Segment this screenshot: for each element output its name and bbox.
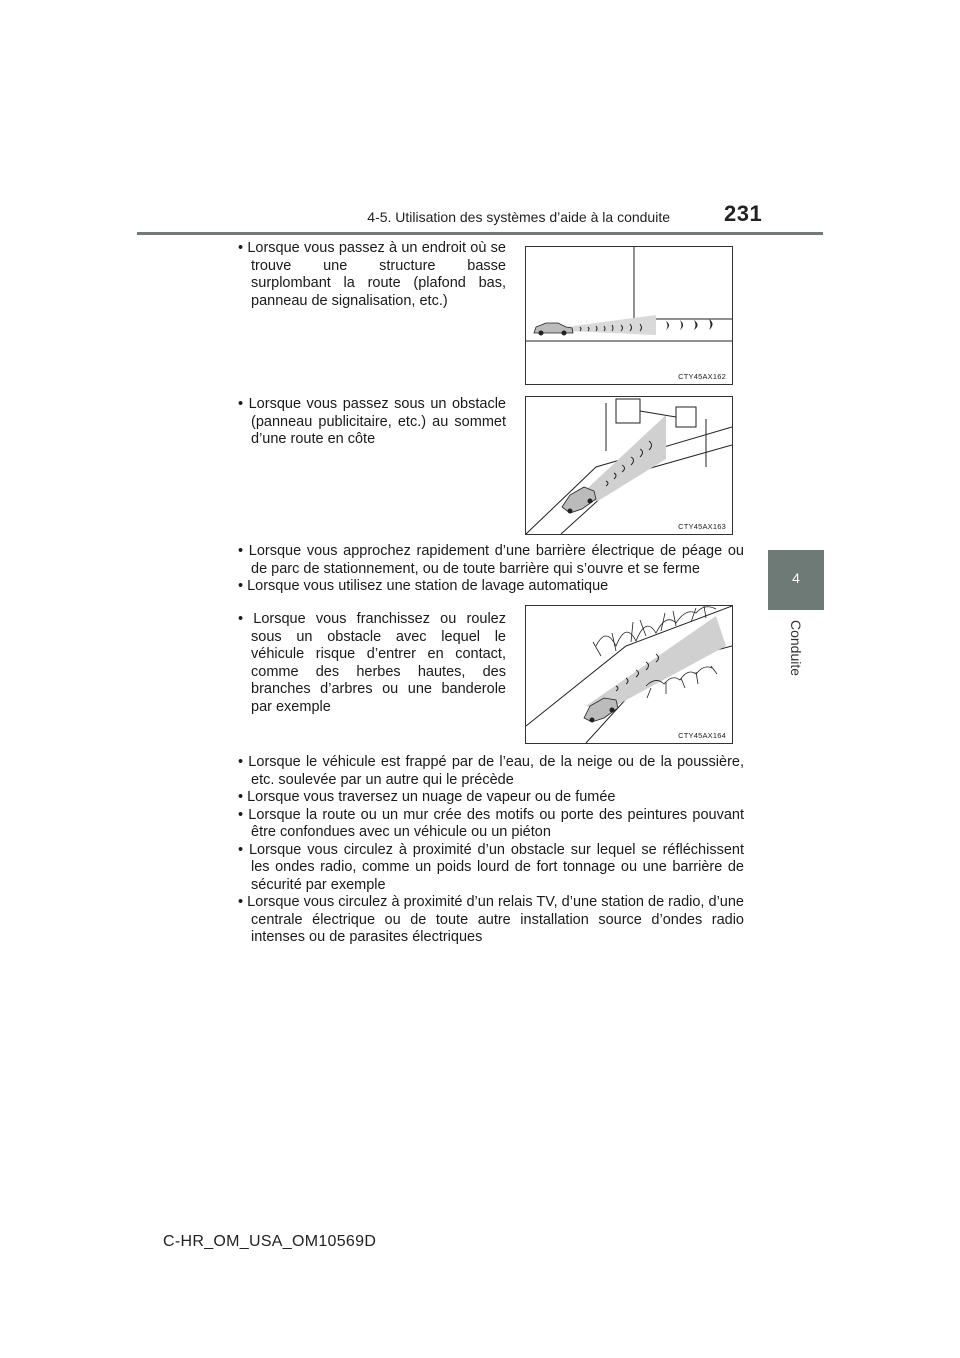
- figure-under-obstacle: [525, 396, 733, 535]
- item-reflective: • Lorsque vous circulez à proximité d’un obstacle sur lequel se réfléchissent les ondes radio, comme un poids lourd de fort tonnage ou une barrière de sécurité par exemple: [238, 841, 744, 893]
- car-icon: [584, 698, 618, 723]
- chapter-label: Conduite: [788, 619, 804, 677]
- car-icon: [562, 487, 596, 514]
- item-vegetation: • Lorsque vous franchissez ou roulez sous un obstacle avec lequel le véhicule risque d’entrer en contact, comme des herbes hautes, des branches d’arbres ou une banderole par exemple: [238, 611, 506, 715]
- document-code: C-HR_OM_USA_OM10569D: [163, 1233, 377, 1250]
- item-steam: • Lorsque vous traversez un nuage de vapeur ou de fumée: [238, 789, 616, 805]
- figure-vegetation: [525, 605, 733, 744]
- item-splash: • Lorsque le véhicule est frappé par de l’eau, de la neige ou de la poussière, etc. soulevée par un autre qui le précède: [238, 754, 744, 788]
- figure-low-structure: [525, 246, 733, 385]
- figure-code: CTY45AX164: [678, 731, 726, 740]
- list-item: [238, 543, 744, 596]
- page-number: 231: [724, 201, 763, 226]
- figure-code: CTY45AX162: [678, 372, 726, 381]
- item-patterns: • Lorsque la route ou un mur crée des motifs ou porte des peintures pouvant être confondues avec un véhicule ou un piéton: [238, 806, 744, 840]
- section-title: 4-5. Utilisation des systèmes d’aide à la conduite: [367, 209, 670, 225]
- item-car-wash: • Lorsque vous utilisez une station de lavage automatique: [238, 578, 609, 594]
- header-rule: [137, 232, 823, 235]
- item-toll-barrier: • Lorsque vous approchez rapidement d’une barrière électrique de péage ou de parc de stationnement, ou de toute barrière qui s’ouvre et se ferme: [238, 543, 744, 577]
- under-obstacle-illustration: [526, 397, 732, 534]
- car-icon: [534, 323, 573, 336]
- item-radio-sources: • Lorsque vous circulez à proximité d’un relais TV, d’une station de radio, d’une centrale électrique ou de toute autre installation source d’ondes radio intenses ou de parasites électriques: [238, 894, 744, 945]
- list-item: [238, 611, 506, 716]
- vegetation-illustration: [526, 606, 732, 743]
- low-structure-illustration: [526, 247, 732, 384]
- chapter-number: 4: [792, 570, 800, 586]
- list-item: [238, 396, 506, 449]
- item-under-obstacle: • Lorsque vous passez sous un obstacle (panneau publicitaire, etc.) au sommet d’une route en côte: [238, 396, 506, 447]
- item-low-structure: • Lorsque vous passez à un endroit où se trouve une structure basse surplombant la route (plafond bas, panneau de signalisation, etc.): [238, 240, 506, 309]
- figure-code: CTY45AX163: [678, 522, 726, 531]
- list-item: [238, 754, 744, 947]
- list-item: [238, 240, 506, 310]
